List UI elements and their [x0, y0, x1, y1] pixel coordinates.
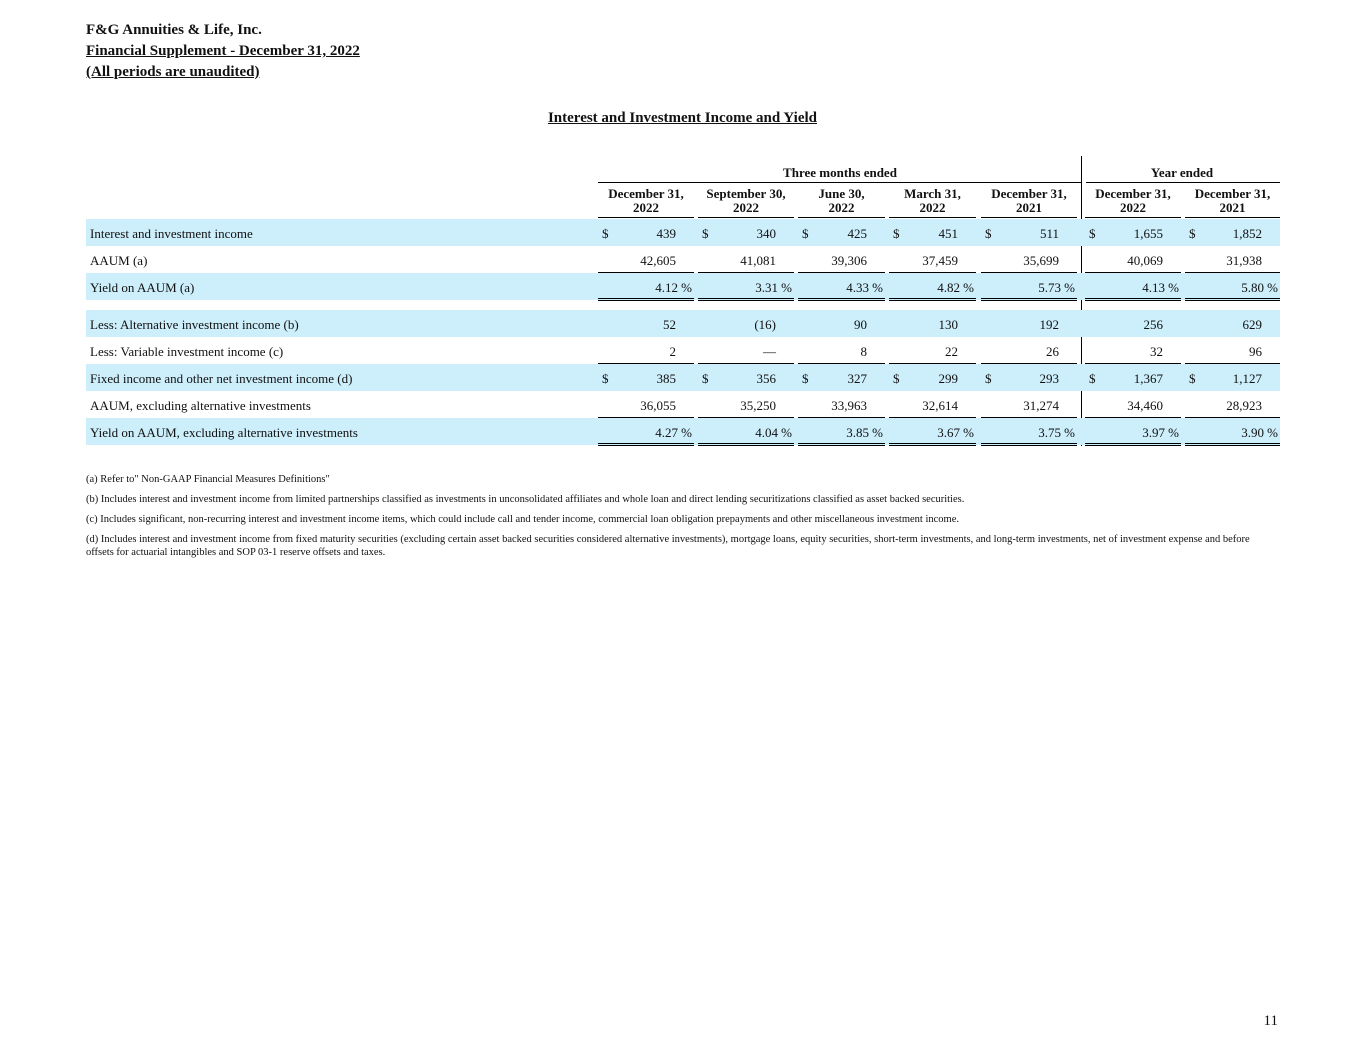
table-cell: 8: [860, 344, 867, 359]
cell-rule: [1185, 298, 1280, 301]
table-cell: 3.67: [937, 425, 960, 440]
column-header-line1: March 31,: [904, 186, 961, 201]
table-cell: 42,605: [640, 253, 676, 268]
currency-symbol: $: [602, 226, 609, 241]
cell-rule: [1085, 443, 1181, 446]
table-cell: 36,055: [640, 398, 676, 413]
column-header-line2: 2022: [1120, 200, 1146, 215]
currency-symbol: $: [893, 226, 900, 241]
group-rule-year: [1086, 182, 1280, 183]
column-header-rule: [1185, 217, 1280, 218]
table-cell: 293: [1039, 371, 1059, 386]
cell-rule: [598, 443, 694, 446]
table-cell: 2: [669, 344, 676, 359]
table-cell: 52: [663, 317, 676, 332]
table-cell: 299: [938, 371, 958, 386]
row-label: Yield on AAUM, excluding alternative investments: [90, 425, 358, 440]
table-cell: 4.12: [655, 280, 678, 295]
percent-sign: %: [681, 425, 692, 440]
table-cell: 192: [1039, 317, 1059, 332]
table-cell: 356: [756, 371, 776, 386]
column-header-rule: [889, 217, 976, 218]
table-cell: 39,306: [831, 253, 867, 268]
table-cell: 451: [938, 226, 958, 241]
currency-symbol: $: [893, 371, 900, 386]
row-label: Fixed income and other net investment income (d): [90, 371, 353, 386]
footnote: (a) Refer to" Non-GAAP Financial Measures Definitions": [86, 474, 330, 485]
currency-symbol: $: [702, 226, 709, 241]
table-cell: 1,367: [1133, 371, 1163, 386]
table-cell: 35,250: [740, 398, 776, 413]
table-cell: 33,963: [831, 398, 867, 413]
table-cell: 35,699: [1023, 253, 1059, 268]
cell-rule: [798, 298, 885, 301]
column-header-line1: December 31,: [1194, 186, 1271, 201]
column-header: [698, 187, 794, 215]
footnote: (b) Includes interest and investment income from limited partnerships classified as investments in unconsolidated affiliates and whole loan and direct lending securitizations classified as asset backed securities.: [86, 494, 965, 505]
table-cell: 96: [1249, 344, 1262, 359]
supplement-title: Financial Supplement - December 31, 2022: [86, 43, 360, 59]
currency-symbol: $: [1189, 226, 1196, 241]
income-yield-table: [86, 0, 1280, 460]
table-cell: 37,459: [922, 253, 958, 268]
row-label: Interest and investment income: [90, 226, 253, 241]
row-label: Yield on AAUM (a): [90, 280, 195, 295]
column-header: [1185, 187, 1280, 215]
table-cell: 3.31: [755, 280, 778, 295]
row-label: AAUM, excluding alternative investments: [90, 398, 311, 413]
column-header-line1: December 31,: [991, 186, 1067, 201]
table-cell: 4.13: [1142, 280, 1165, 295]
percent-sign: %: [963, 425, 974, 440]
currency-symbol: $: [1089, 226, 1096, 241]
cell-rule: [981, 443, 1077, 446]
table-cell: 34,460: [1127, 398, 1163, 413]
column-header-line2: 2021: [1219, 200, 1246, 215]
table-cell: 1,852: [1232, 226, 1262, 241]
column-header-line2: 2022: [733, 200, 759, 215]
column-header: [981, 187, 1077, 215]
table-cell: 4.33: [846, 280, 869, 295]
table-cell: 41,081: [740, 253, 776, 268]
table-cell: 425: [847, 226, 867, 241]
table-cell: 90: [854, 317, 867, 332]
table-cell: 327: [847, 371, 867, 386]
column-header-rule: [698, 217, 794, 218]
cell-rule: [981, 298, 1077, 301]
row-label: Less: Variable investment income (c): [90, 344, 284, 359]
table-cell: 3.90: [1241, 425, 1264, 440]
table-cell: 1,655: [1133, 226, 1163, 241]
row-label: AAUM (a): [90, 253, 148, 268]
group-three-months: Three months ended: [783, 165, 897, 180]
table-cell: 3.75: [1038, 425, 1061, 440]
cell-rule: [889, 443, 976, 446]
percent-sign: %: [872, 425, 883, 440]
table-cell: 629: [1242, 317, 1262, 332]
table-cell: 511: [1039, 226, 1059, 241]
column-header: [1085, 187, 1181, 215]
percent-sign: %: [781, 425, 792, 440]
table-cell: 4.27: [655, 425, 678, 440]
percent-sign: %: [1064, 425, 1075, 440]
column-header-line2: 2022: [633, 200, 659, 215]
unaudited-note: (All periods are unaudited): [86, 64, 260, 80]
cell-rule: [798, 443, 885, 446]
table-cell: 3.97: [1142, 425, 1165, 440]
table-cell: 26: [1046, 344, 1059, 359]
column-header-rule: [1085, 217, 1181, 218]
column-header-rule: [598, 217, 694, 218]
page-number: 11: [1263, 1013, 1278, 1029]
currency-symbol: $: [802, 371, 809, 386]
column-header-rule: [798, 217, 885, 218]
table-cell: 28,923: [1226, 398, 1262, 413]
page-title: Interest and Investment Income and Yield: [547, 110, 818, 126]
footnote: (d) Includes interest and investment income from fixed maturity securities (excluding certain asset backed securities considered alternative investments), mortgage loans, equity securities, short-term investments, and long-term investments, net of investment expense and before offsets for actuarial intangibles and SOP 03-1 reserve offsets and taxes.: [86, 534, 1250, 558]
cell-rule: [1185, 443, 1280, 446]
cell-rule: [598, 298, 694, 301]
table-cell: 385: [656, 371, 676, 386]
table-cell: 439: [656, 226, 676, 241]
table-cell: 31,938: [1226, 253, 1262, 268]
currency-symbol: $: [1189, 371, 1196, 386]
currency-symbol: $: [985, 371, 992, 386]
percent-sign: %: [1267, 425, 1278, 440]
column-header-line2: 2022: [828, 200, 855, 215]
percent-sign: %: [1267, 280, 1278, 295]
table-cell: 3.85: [846, 425, 869, 440]
percent-sign: %: [781, 280, 792, 295]
currency-symbol: $: [1089, 371, 1096, 386]
footnotes: [86, 473, 1280, 566]
table-cell: 5.80: [1241, 280, 1264, 295]
company-name: F&G Annuities & Life, Inc.: [86, 22, 262, 38]
table-cell: (16): [754, 317, 776, 332]
group-rule-three-months: [598, 182, 1082, 183]
percent-sign: %: [1168, 280, 1179, 295]
footnote: (c) Includes significant, non-recurring interest and investment income items, which could include call and tender income, commercial loan obligation prepayments and other miscellaneous investment income.: [86, 514, 959, 525]
column-header-rule: [981, 217, 1077, 218]
cell-rule: [698, 298, 794, 301]
table-cell: 256: [1143, 317, 1163, 332]
table-cell: 22: [945, 344, 958, 359]
table-cell: —: [763, 344, 776, 359]
percent-sign: %: [963, 280, 974, 295]
table-cell: 40,069: [1127, 253, 1163, 268]
currency-symbol: $: [802, 226, 809, 241]
column-header: [798, 187, 885, 215]
group-year: Year ended: [1150, 165, 1214, 180]
table-cell: 4.04: [755, 425, 778, 440]
year-divider: [1081, 156, 1082, 446]
row-label: Less: Alternative investment income (b): [90, 317, 299, 332]
table-cell: 31,274: [1023, 398, 1059, 413]
table-cell: 5.73: [1038, 280, 1061, 295]
column-header-line1: September 30,: [706, 186, 786, 201]
cell-rule: [889, 298, 976, 301]
column-header: [889, 187, 976, 215]
table-cell: 4.82: [937, 280, 960, 295]
table-cell: 1,127: [1232, 371, 1262, 386]
cell-rule: [1085, 298, 1181, 301]
currency-symbol: $: [702, 371, 709, 386]
currency-symbol: $: [602, 371, 609, 386]
currency-symbol: $: [985, 226, 992, 241]
percent-sign: %: [872, 280, 883, 295]
percent-sign: %: [1064, 280, 1075, 295]
table-cell: 130: [938, 317, 958, 332]
table-cell: 32,614: [922, 398, 958, 413]
table-cell: 340: [756, 226, 776, 241]
percent-sign: %: [1168, 425, 1179, 440]
column-header-line1: December 31,: [608, 186, 684, 201]
column-header-line1: December 31,: [1095, 186, 1171, 201]
cell-rule: [698, 443, 794, 446]
column-header-line1: June 30,: [818, 186, 865, 201]
column-header-line2: 2022: [919, 200, 946, 215]
column-header: [598, 187, 694, 215]
percent-sign: %: [681, 280, 692, 295]
table-cell: 32: [1150, 344, 1163, 359]
column-header-line2: 2021: [1016, 200, 1042, 215]
